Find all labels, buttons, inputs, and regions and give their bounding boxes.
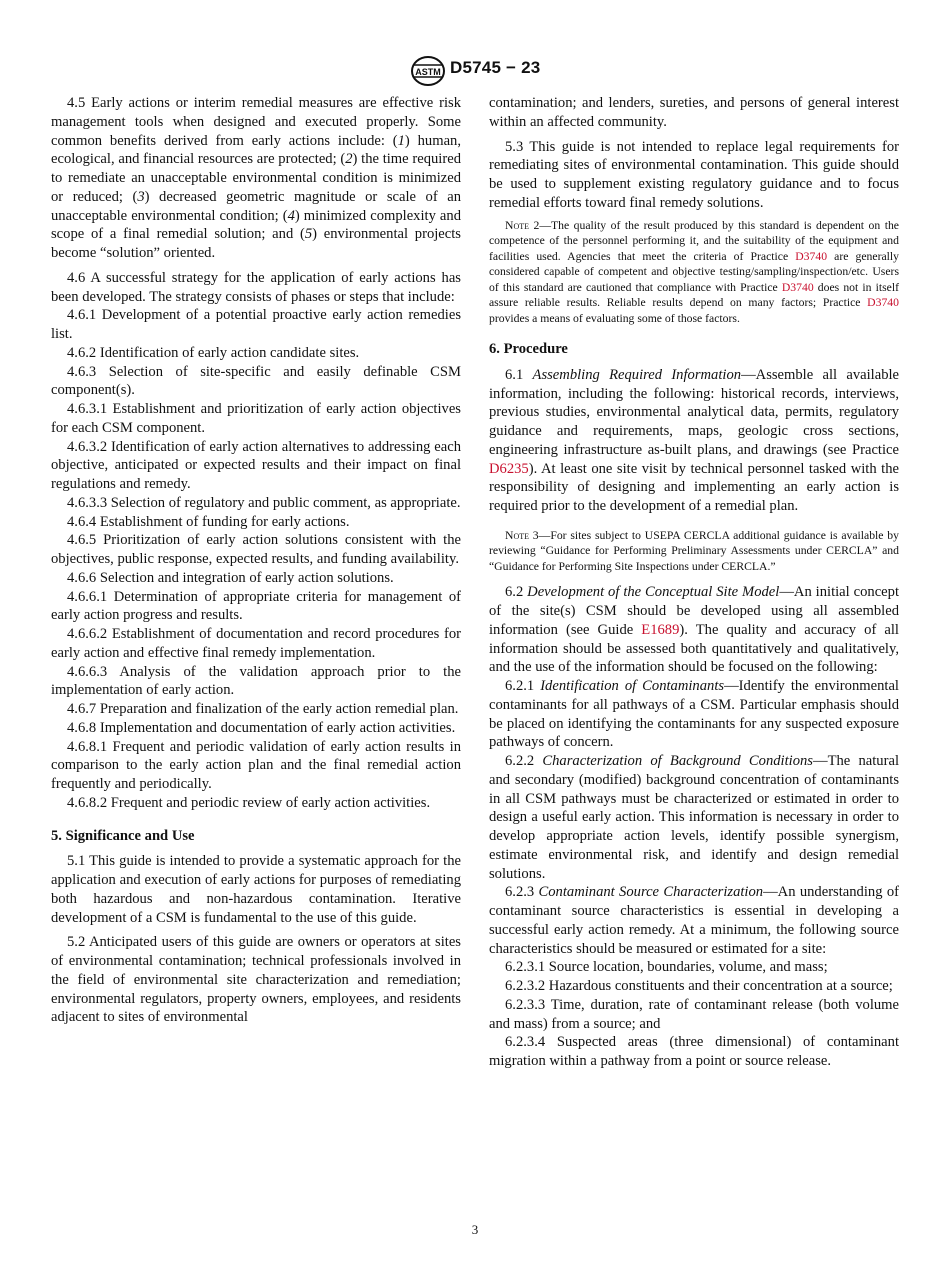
paragraph-5-2-continued: contamination; and lenders, sureties, and persons of general interest within an affected community. bbox=[489, 95, 899, 130]
section-6-heading: 6. Procedure bbox=[489, 341, 568, 357]
paragraph-6-2-3: 6.2.3 Contaminant Source Characterization—An understanding of contaminant source characteristics is essential in developing a successful early action remedy. At a minimum, the following source characteristics should be measured or estimated for a site: bbox=[489, 884, 899, 957]
note-2: Note 2—The quality of the result produced by this standard is dependent on the competence of the personnel performing it, and the suitability of the equipment and facilities used. Agencies that meet the criteria of Practice D3740 are generally considered capable of competent and objective testing/sampling/inspection/etc. Users of this standard are cautioned that compliance with Practice D3740 does not in itself assure reliable results. Reliable results depend on many factors; Practice D3740 provides a means of evaluating some of those factors. bbox=[489, 218, 899, 325]
svg-text:ASTM: ASTM bbox=[415, 67, 441, 77]
ref-d3740-link[interactable]: D3740 bbox=[867, 296, 899, 309]
paragraph-6-2-1: 6.2.1 Identification of Contaminants—Identify the environmental contaminants for all pathways of a CSM. Particular emphasis should be placed on identifying the contaminants for any suspected exposure pathways of concern. bbox=[489, 678, 899, 751]
paragraph-4-6-8-1: 4.6.8.1 Frequent and periodic validation of early action results in comparison to the early action plan and the final remedial action frequently and periodically. bbox=[51, 738, 461, 792]
section-5-heading: 5. Significance and Use bbox=[51, 827, 195, 844]
paragraph-6-1: 6.1 Assembling Required Information—Assemble all available information, including the following: historical records, interviews, previous studies, environmental analytical data, permits, regulatory guidance and requirements, maps, geologic cross sections, engineering infrastructure as-built plans, and drawings (see Practice D6235). At least one site visit by technical personnel tasked with the responsibility of designing and implementing an early action is required prior to the development of a remedial plan. bbox=[489, 366, 900, 514]
document-id: D5745 − 23 bbox=[450, 58, 541, 77]
paragraph-4-6-6-3: 4.6.6.3 Analysis of the validation approach prior to the implementation of early action. bbox=[51, 663, 461, 699]
ref-d3740-link[interactable]: D3740 bbox=[795, 249, 828, 263]
paragraph-6-2-2: 6.2.2 Characterization of Background Conditions—The natural and secondary (modified) background concentration of contaminants in all CSM pathways must be characterized or estimated in order to design a useful early action. This information is necessary in order to develop appropriate action levels, identify possible synergism, estimate environmental risk, and identify and design remedial solutions. bbox=[489, 753, 899, 882]
paragraph-4-6-4: 4.6.4 Establishment of funding for early actions. bbox=[67, 513, 350, 530]
paragraph-4-6-6-2: 4.6.6.2 Establishment of documentation and record procedures for early action and effective final remedy implementation. bbox=[51, 626, 461, 661]
paragraph-4-6-8-2: 4.6.8.2 Frequent and periodic review of early action activities. bbox=[67, 794, 431, 811]
paragraph-4-6-7: 4.6.7 Preparation and finalization of the early action remedial plan. bbox=[67, 701, 459, 717]
paragraph-6-2-3-4: 6.2.3.4 Suspected areas (three dimensional) of contaminant migration within a pathway from a point or source release. bbox=[489, 1034, 899, 1069]
paragraph-6-2: 6.2 Development of the Conceptual Site Model—An initial concept of the site(s) CSM should be developed using all assembled information (see Guide E1689). The quality and accuracy of all information should be assessed both quantitatively and qualitatively, and the use of the information should be focused on the following: bbox=[489, 584, 900, 676]
paragraph-4-6-3-1: 4.6.3.1 Establishment and prioritization of early action objectives for each CSM component. bbox=[51, 401, 461, 436]
paragraph-5-2: 5.2 Anticipated users of this guide are owners or operators at sites of environmental contamination; technical professionals involved in the field of environmental site characterization and remediation; environmental regulators, property owners, employees, and residents adjacent to sites of environmental bbox=[51, 934, 461, 1026]
paragraph-6-2-3-2: 6.2.3.2 Hazardous constituents and their concentration at a source; bbox=[505, 978, 893, 994]
paragraph-5-1: 5.1 This guide is intended to provide a systematic approach for the application and execution of early actions for purposes of remediating both hazardous and non-hazardous contamination. Iterative development of a CSM is fundamental to the use of this guide. bbox=[51, 853, 461, 926]
paragraph-5-3: 5.3 This guide is not intended to replace legal requirements for remediating sites of environmental contamination. This guide should be used to supplement existing regulatory guidance and to focus remedial efforts toward final remedy solutions. bbox=[489, 138, 899, 211]
paragraph-4-6-5: 4.6.5 Prioritization of early action solutions consistent with the objectives, public response, expected results, and funding availability. bbox=[51, 532, 461, 567]
paragraph-4-5: 4.5 Early actions or interim remedial measures are effective risk management tools when designed and executed properly. Some common benefits derived from early actions include: (1) human, ecological, and financial resources are protected; (2) the time required to remediate an unacceptable environmental condition is minimized or reduced; (3) decreased geometric magnitude or scale of an unacceptable environmental condition; (4) minimized complexity and scope of a final remedial solution; and (5) environmental projects become “solution” oriented. bbox=[51, 95, 461, 261]
ref-d6235-link[interactable]: D6235 bbox=[489, 460, 529, 477]
paragraph-4-6-8: 4.6.8 Implementation and documentation of early action activities. bbox=[67, 719, 456, 736]
astm-logo-icon bbox=[410, 56, 446, 86]
ref-d3740-link[interactable]: D3740 bbox=[781, 280, 814, 294]
paragraph-4-6-6: 4.6.6 Selection and integration of early action solutions. bbox=[67, 569, 394, 586]
page-header bbox=[0, 56, 950, 86]
right-column bbox=[489, 94, 899, 1071]
paragraph-4-6-2: 4.6.2 Identification of early action candidate sites. bbox=[67, 344, 360, 361]
paragraph-4-6-3-3: 4.6.3.3 Selection of regulatory and public comment, as appropriate. bbox=[67, 494, 461, 511]
paragraph-4-6: 4.6 A successful strategy for the application of early actions has been developed. The strategy consists of phases or steps that include: bbox=[51, 269, 461, 305]
note-3: Note 3—For sites subject to USEPA CERCLA additional guidance is available by reviewing “Guidance for Performing Preliminary Assessments under CERCLA” and “Guidance for Performing Site Inspections under CERCLA.” bbox=[489, 528, 899, 573]
paragraph-4-6-6-1: 4.6.6.1 Determination of appropriate criteria for management of early action progress and results. bbox=[51, 588, 461, 624]
paragraph-6-2-3-3: 6.2.3.3 Time, duration, rate of contaminant release (both volume and mass) from a source; and bbox=[489, 996, 899, 1032]
left-column bbox=[51, 94, 461, 1027]
ref-e1689-link[interactable]: E1689 bbox=[641, 621, 680, 638]
paragraph-4-6-1: 4.6.1 Development of a potential proactive early action remedies list. bbox=[51, 307, 461, 342]
paragraph-6-2-3-1: 6.2.3.1 Source location, boundaries, volume, and mass; bbox=[505, 959, 828, 976]
page-number: 3 bbox=[471, 1222, 479, 1237]
paragraph-4-6-3: 4.6.3 Selection of site-specific and easily definable CSM component(s). bbox=[51, 363, 461, 399]
paragraph-4-6-3-2: 4.6.3.2 Identification of early action alternatives to addressing each objective, anticipated or expected results and their impact on final regulations and remedy. bbox=[51, 438, 461, 492]
